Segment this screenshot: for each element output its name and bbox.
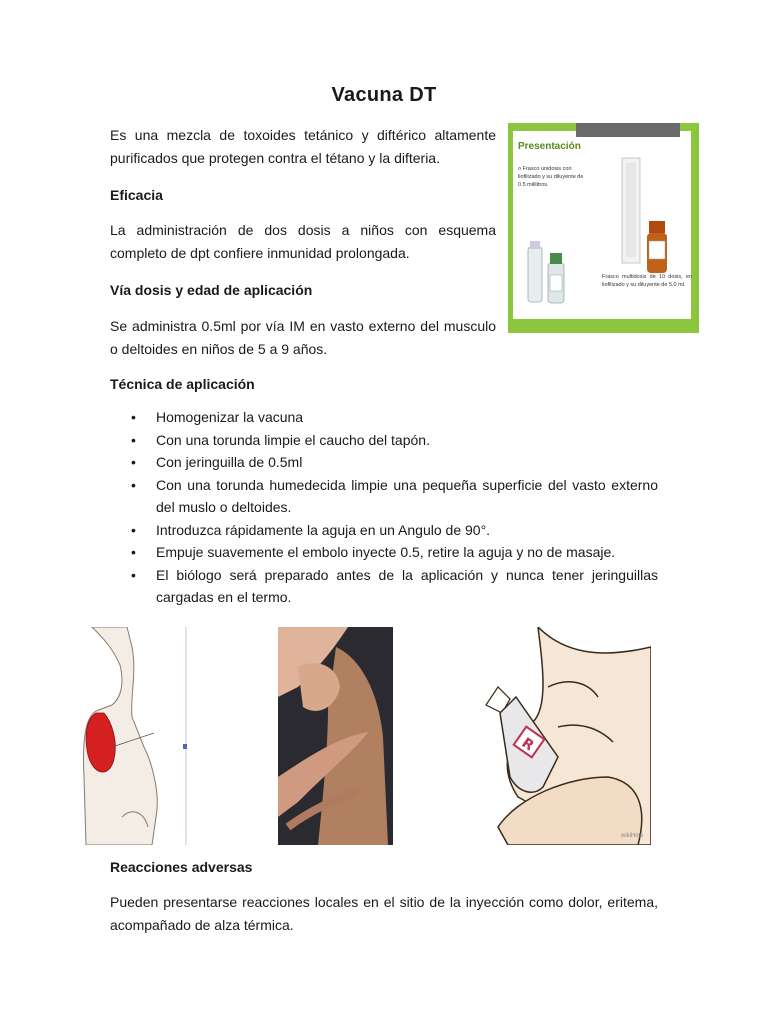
list-item: • Con una torunda humedecida limpie una pequeña superficie del vasto externo del muslo o deltoides. [110, 474, 658, 519]
page-title: Vacuna DT [331, 84, 437, 106]
heading-via-dosis: Vía dosis y edad de aplicación [110, 282, 313, 298]
technique-list [110, 406, 658, 609]
heading-tecnica: Técnica de aplicación [110, 376, 255, 392]
vials-illustration-icon [508, 123, 699, 333]
heading-eficacia: Eficacia [110, 187, 163, 203]
presentation-heading: Presentación [518, 141, 581, 152]
presentation-caption-multidosis: Frasco multidosis de 10 dosis, en liofilizado y su diluyente de 5.0 ml. [602, 274, 692, 288]
presentation-image [508, 123, 699, 333]
presentation-caption-unidosis: o Frasco unidosis con liofilizado y su diluyente de 0.5 mililitros. [518, 166, 584, 188]
list-item: • Con una torunda limpie el caucho del tapón. [110, 429, 658, 452]
list-item: • Empuje suavemente el embolo inyecte 0.5, retire la aguja y no de masaje. [110, 541, 658, 564]
vial-hands-illustration [438, 627, 651, 845]
via-paragraph: Se administra 0.5ml por vía IM en vasto externo del musculo o deltoides en niños de 5 a 9 años. [110, 318, 496, 357]
injection-photo [278, 627, 393, 845]
hands-vial-icon [438, 627, 651, 845]
reacciones-paragraph: Pueden presentarse reacciones locales en el sitio de la inyección como dolor, eritema, acompañado de alza térmica. [110, 894, 658, 933]
list-item: • El biólogo será preparado antes de la aplicación y nunca tener jeringuillas cargadas en el termo. [110, 564, 658, 609]
deltoid-illustration [82, 627, 192, 845]
list-item: • Homogenizar la vacuna [110, 406, 658, 429]
eficacia-paragraph: La administración de dos dosis a niños con esquema completo de dpt confiere inmunidad prolongada. [110, 222, 496, 261]
wikihow-watermark: wikiHow [620, 833, 643, 839]
intro-paragraph: Es una mezcla de toxoides tetánico y diftérico altamente purificados que protegen contra el tétano y la difteria. [110, 127, 496, 166]
arm-deltoid-icon [82, 627, 192, 845]
hand-arm-photo-icon [278, 627, 393, 845]
list-item: • Con jeringuilla de 0.5ml [110, 451, 658, 474]
heading-reacciones: Reacciones adversas [110, 859, 253, 875]
svg-text:R: R [518, 735, 537, 755]
list-item: • Introduzca rápidamente la aguja en un Angulo de 90°. [110, 519, 658, 542]
